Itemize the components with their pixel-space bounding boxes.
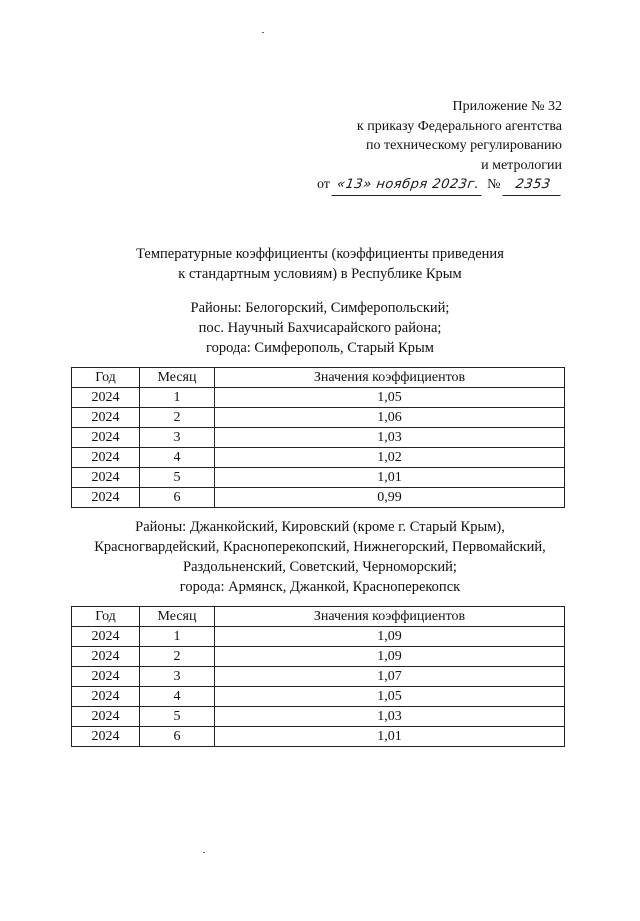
order-date-handwritten: «13» ноября 2023г. (332, 175, 485, 196)
annex-header (317, 97, 562, 196)
table-row (72, 707, 565, 727)
cell-coefficient: 1,03 (215, 707, 565, 727)
header-coefficient: Значения коэффициентов (215, 368, 565, 388)
cell-month: 5 (140, 468, 215, 488)
title-line-2: к стандартным условиям) в Республике Крым (178, 266, 462, 282)
table-row (72, 727, 565, 747)
coefficients-table-2 (71, 606, 565, 747)
cell-month: 6 (140, 727, 215, 747)
cell-coefficient: 0,99 (215, 488, 565, 508)
region-1-line-3: города: Симферополь, Старый Крым (206, 340, 434, 356)
cell-coefficient: 1,01 (215, 468, 565, 488)
scan-speck (203, 852, 205, 853)
cell-month: 3 (140, 667, 215, 687)
cell-coefficient: 1,02 (215, 448, 565, 468)
annex-agency-line-2: и метрологии (481, 157, 562, 173)
region-2-description (0, 517, 640, 597)
cell-year: 2024 (72, 388, 140, 408)
cell-month: 4 (140, 448, 215, 468)
table-row (72, 448, 565, 468)
from-label: от (316, 177, 330, 192)
cell-month: 2 (140, 408, 215, 428)
annex-number: Приложение № 32 (452, 99, 562, 114)
cell-year: 2024 (72, 627, 140, 647)
number-label: № (487, 177, 501, 192)
region-2-line-2: Красногвардейский, Красноперекопский, Нижнегорский, Первомайский, (94, 539, 546, 555)
cell-coefficient: 1,05 (215, 687, 565, 707)
table-row (72, 468, 565, 488)
document-title (0, 244, 640, 284)
order-number-handwritten: 2353 (503, 175, 564, 196)
cell-year: 2024 (72, 707, 140, 727)
table-header-row (72, 607, 565, 627)
region-2-line-3: Раздольненский, Советский, Черноморский; (183, 559, 457, 575)
cell-year: 2024 (72, 488, 140, 508)
cell-year: 2024 (72, 448, 140, 468)
cell-coefficient: 1,07 (215, 667, 565, 687)
cell-month: 6 (140, 488, 215, 508)
table-row (72, 408, 565, 428)
cell-month: 4 (140, 687, 215, 707)
title-line-1: Температурные коэффициенты (коэффициенты приведения (136, 246, 504, 262)
coefficients-table-1 (71, 367, 565, 508)
region-2-line-4: города: Армянск, Джанкой, Красноперекопск (179, 579, 461, 595)
cell-month: 5 (140, 707, 215, 727)
region-1-line-2: пос. Научный Бахчисарайского района; (198, 320, 442, 336)
table-row (72, 687, 565, 707)
cell-coefficient: 1,01 (215, 727, 565, 747)
header-month: Месяц (140, 368, 215, 388)
header-year: Год (72, 368, 140, 388)
table-row (72, 647, 565, 667)
cell-year: 2024 (72, 428, 140, 448)
cell-coefficient: 1,05 (215, 388, 565, 408)
table-row (72, 667, 565, 687)
cell-year: 2024 (72, 647, 140, 667)
cell-coefficient: 1,09 (215, 627, 565, 647)
cell-month: 3 (140, 428, 215, 448)
region-1-description (0, 298, 640, 358)
cell-year: 2024 (72, 727, 140, 747)
order-date-line (317, 175, 562, 196)
header-year: Год (72, 607, 140, 627)
table-row (72, 488, 565, 508)
scan-speck (262, 32, 264, 33)
table-header-row (72, 368, 565, 388)
region-2-line-1: Районы: Джанкойский, Кировский (кроме г. Старый Крым), (135, 519, 505, 535)
cell-year: 2024 (72, 687, 140, 707)
annex-order-ref: к приказу Федерального агентства (356, 118, 562, 134)
cell-year: 2024 (72, 667, 140, 687)
cell-month: 1 (140, 627, 215, 647)
table-row (72, 627, 565, 647)
cell-month: 2 (140, 647, 215, 667)
table-row (72, 388, 565, 408)
header-month: Месяц (140, 607, 215, 627)
cell-coefficient: 1,03 (215, 428, 565, 448)
cell-year: 2024 (72, 408, 140, 428)
cell-coefficient: 1,06 (215, 408, 565, 428)
region-1-line-1: Районы: Белогорский, Симферопольский; (190, 300, 450, 316)
cell-year: 2024 (72, 468, 140, 488)
table-row (72, 428, 565, 448)
annex-agency-line: по техническому регулированию (365, 138, 562, 153)
cell-coefficient: 1,09 (215, 647, 565, 667)
header-coefficient: Значения коэффициентов (215, 607, 565, 627)
cell-month: 1 (140, 388, 215, 408)
